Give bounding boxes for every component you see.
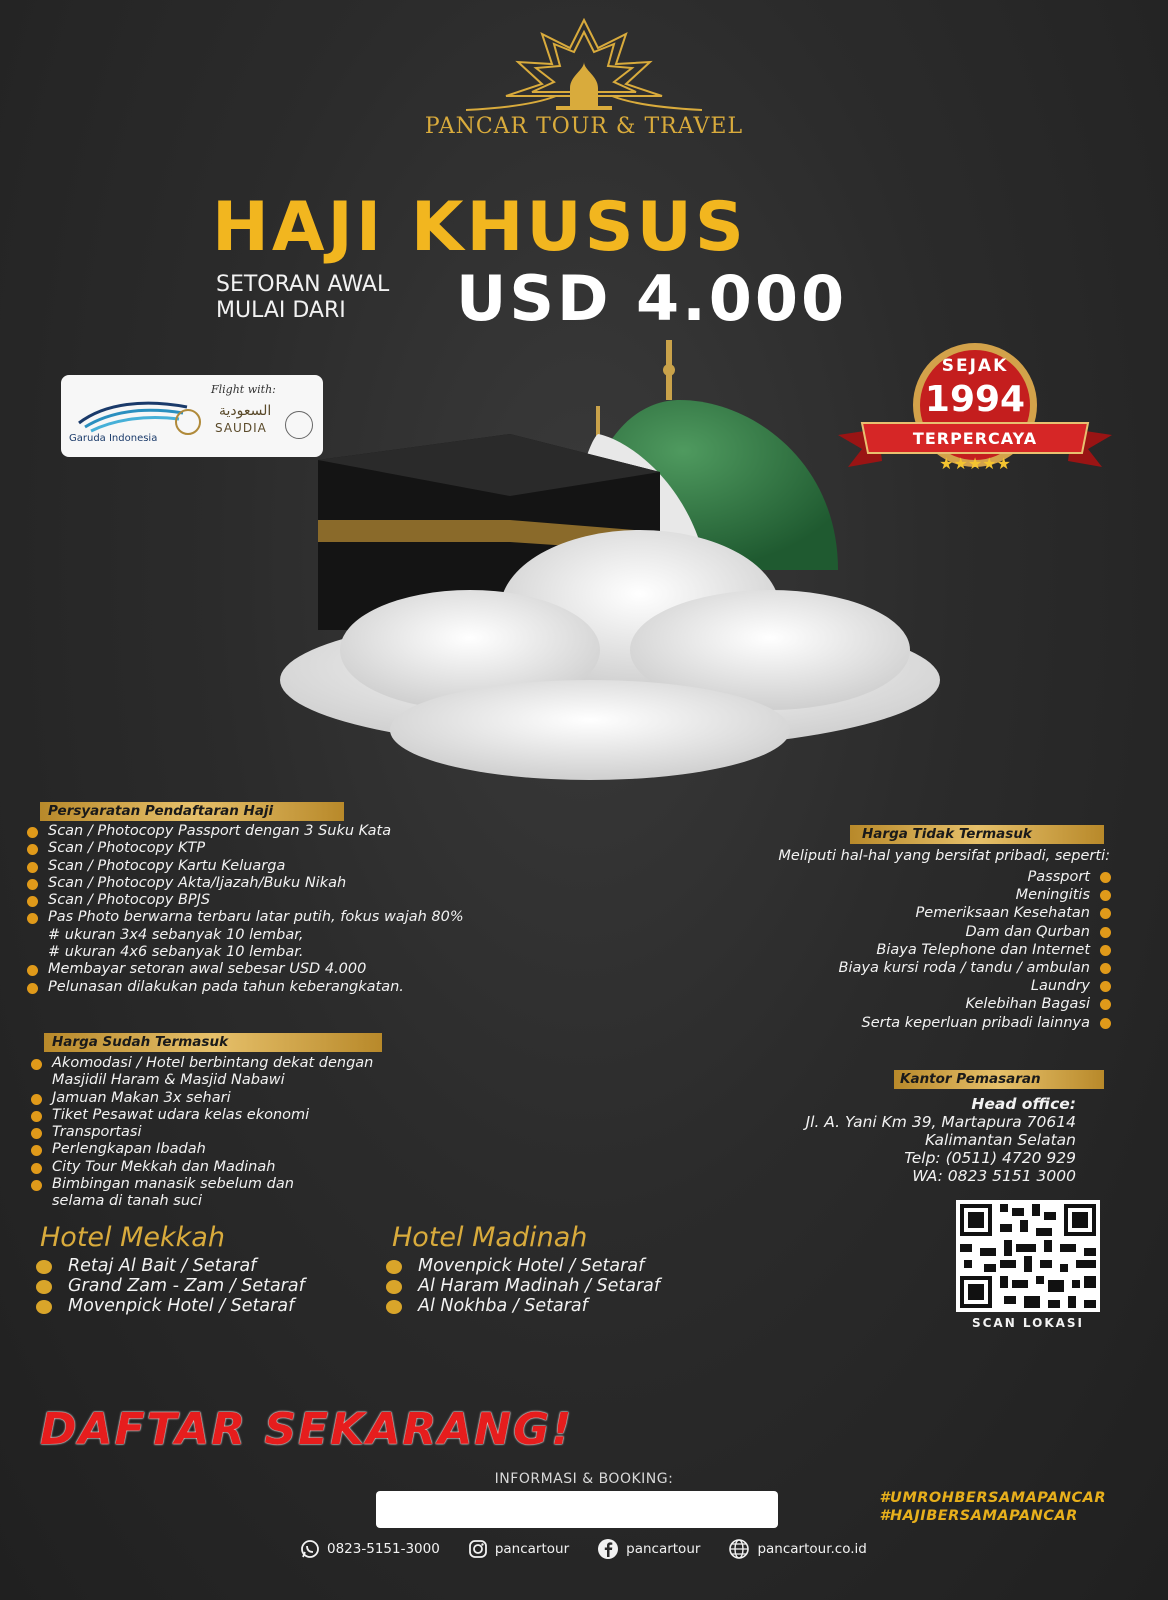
list-item: Pemeriksaan Kesehatan [839,904,1114,922]
bullet-icon [31,1111,42,1122]
saudia-label: SAUDIA [215,421,267,435]
included-title: Harga Sudah Termasuk [44,1033,382,1052]
price: USD 4.000 [456,262,848,335]
contact-facebook[interactable] [597,1538,700,1560]
list-item: Scan / Photocopy Akta/Ijazah/Buku Nikah [24,875,464,892]
hashtags [879,1489,1106,1525]
office-info [806,1095,1076,1185]
list-item: Biaya kursi roda / tandu / ambulan [839,959,1114,977]
list-item: Pas Photo berwarna terbaru latar putih, fokus wajah 80% [24,909,464,926]
qr-code-icon[interactable] [956,1200,1100,1312]
list-item: Scan / Photocopy KTP [24,840,464,857]
contact-whatsapp-text: 0823-5151-3000 [327,1541,440,1557]
bullet-icon [27,827,38,838]
requirements-title: Persyaratan Pendaftaran Haji [40,802,344,821]
bullet-icon [1100,963,1111,974]
bullet-icon [386,1280,402,1294]
contact-website[interactable] [728,1538,866,1560]
hotel-mekkah-title: Hotel Mekkah [40,1222,225,1253]
bullet-icon [1100,999,1111,1010]
deposit-label-line-2: MULAI DARI [216,298,346,323]
bullet-icon [386,1260,402,1274]
office-whatsapp: WA: 0823 5151 3000 [912,1167,1076,1185]
garuda-label: Garuda Indonesia [69,433,158,444]
bullet-icon [1100,890,1111,901]
list-item: Jamuan Makan 3x sehari [28,1090,373,1107]
list-item: # ukuran 4x6 sebanyak 10 lembar. [48,944,304,961]
bullet-icon [27,983,38,994]
bullet-icon [1100,945,1111,956]
bullet-icon [31,1059,42,1070]
hotel-mekkah-list [36,1256,305,1316]
booking-field[interactable] [376,1491,778,1528]
bullet-icon [36,1260,52,1274]
included-list [28,1055,373,1211]
excluded-list [839,868,1114,1032]
saudia-emblem-icon [175,409,201,435]
bullet-icon [1100,1018,1111,1029]
badge-year: 1994 [924,379,1026,420]
list-item: Retaj Al Bait / Setaraf [36,1256,305,1276]
booking-label: INFORMASI & BOOKING: [494,1471,674,1487]
globe-icon [728,1538,750,1560]
hashtag-haji: #HAJIBERSAMAPANCAR [879,1508,1078,1524]
bullet-icon [31,1145,42,1156]
flight-with-label: Flight with: [211,383,276,396]
saudia-arabic-label: السعودية [219,403,272,419]
bullet-icon [27,896,38,907]
headline: HAJI KHUSUS [212,188,747,267]
list-item: Perlengkapan Ibadah [28,1141,373,1158]
list-item: Al Nokhba / Setaraf [386,1296,660,1316]
hotel-madinah-list [386,1256,660,1316]
brand-name: PANCAR TOUR & TRAVEL [424,114,744,139]
list-item: Movenpick Hotel / Setaraf [386,1256,660,1276]
list-item: City Tour Mekkah dan Madinah [28,1159,373,1176]
list-item: Grand Zam - Zam / Setaraf [36,1276,305,1296]
contact-facebook-text: pancartour [626,1541,701,1557]
mosque-star-logo-icon [466,18,702,118]
office-address-1: Jl. A. Yani Km 39, Martapura 70614 [805,1113,1076,1131]
excluded-title: Harga Tidak Termasuk [850,825,1104,844]
bullet-icon [31,1094,42,1105]
hashtag-umroh: #UMROHBERSAMAPANCAR [879,1490,1106,1506]
list-item: Biaya Telephone dan Internet [839,941,1114,959]
hotel-madinah-title: Hotel Madinah [392,1222,588,1253]
bullet-icon [1100,981,1111,992]
badge-bottom-text: TERPERCAYA [912,429,1038,448]
list-item: Laundry [839,977,1114,995]
bullet-icon [36,1300,52,1314]
list-item: # ukuran 3x4 sebanyak 10 lembar, [48,926,304,943]
cta-daftar-sekarang[interactable]: DAFTAR SEKARANG! [40,1404,574,1455]
deposit-label [216,272,389,324]
contact-instagram-text: pancartour [494,1541,570,1557]
list-item: Movenpick Hotel / Setaraf [36,1296,305,1316]
list-item: Dam dan Qurban [839,923,1114,941]
list-item: Membayar setoran awal sebesar USD 4.000 [24,961,464,978]
bullet-icon [36,1280,52,1294]
bullet-icon [1100,927,1111,938]
bullet-icon [1100,872,1111,883]
list-item: Passport [839,868,1114,886]
bullet-icon [386,1300,402,1314]
instagram-icon [468,1539,488,1559]
list-item: Meningitis [839,886,1114,904]
bullet-icon [27,965,38,976]
office-title: Kantor Pemasaran [894,1070,1104,1089]
contact-website-text: pancartour.co.id [757,1541,867,1557]
list-item: Tiket Pesawat udara kelas ekonomi [28,1107,373,1124]
bullet-icon [27,913,38,924]
list-item: Serta keperluan pribadi lainnya [839,1014,1114,1032]
list-item: selama di tanah suci [52,1193,203,1210]
contact-row [300,1538,867,1560]
list-item: Al Haram Madinah / Setaraf [386,1276,660,1296]
kaaba-dome-illustration [210,330,960,810]
bullet-icon [31,1128,42,1139]
list-item: Akomodasi / Hotel berbintang dekat dengan [28,1055,373,1072]
bullet-icon [27,862,38,873]
list-item: Scan / Photocopy Passport dengan 3 Suku Kata [24,823,464,840]
badge-stars: ★★★★★ [939,454,1011,473]
office-address-2: Kalimantan Selatan [924,1131,1076,1149]
list-item: Pelunasan dilakukan pada tahun keberangkatan. [24,979,464,996]
bullet-icon [31,1163,42,1174]
contact-whatsapp[interactable] [300,1539,440,1559]
office-head-label: Head office: [971,1095,1076,1113]
whatsapp-icon [300,1539,320,1559]
list-item: Kelebihan Bagasi [839,995,1114,1013]
excluded-intro: Meliputi hal-hal yang bersifat pribadi, seperti: [778,848,1110,864]
contact-instagram[interactable] [468,1539,569,1559]
requirements-list [24,823,464,996]
list-item: Scan / Photocopy BPJS [24,892,464,909]
facebook-icon [597,1538,619,1560]
list-item: Transportasi [28,1124,373,1141]
list-item: Scan / Photocopy Kartu Keluarga [24,858,464,875]
deposit-label-line-1: SETORAN AWAL [216,272,390,297]
office-phone: Telp: (0511) 4720 929 [904,1149,1076,1167]
bullet-icon [1100,908,1111,919]
bullet-icon [27,844,38,855]
badge-top-text: SEJAK [941,356,1009,376]
bullet-icon [31,1180,42,1191]
list-item: Masjidil Haram & Masjid Nabawi [52,1072,285,1089]
qr-label: SCAN LOKASI [971,1316,1085,1330]
list-item: Bimbingan manasik sebelum dan [28,1176,373,1193]
bullet-icon [27,879,38,890]
